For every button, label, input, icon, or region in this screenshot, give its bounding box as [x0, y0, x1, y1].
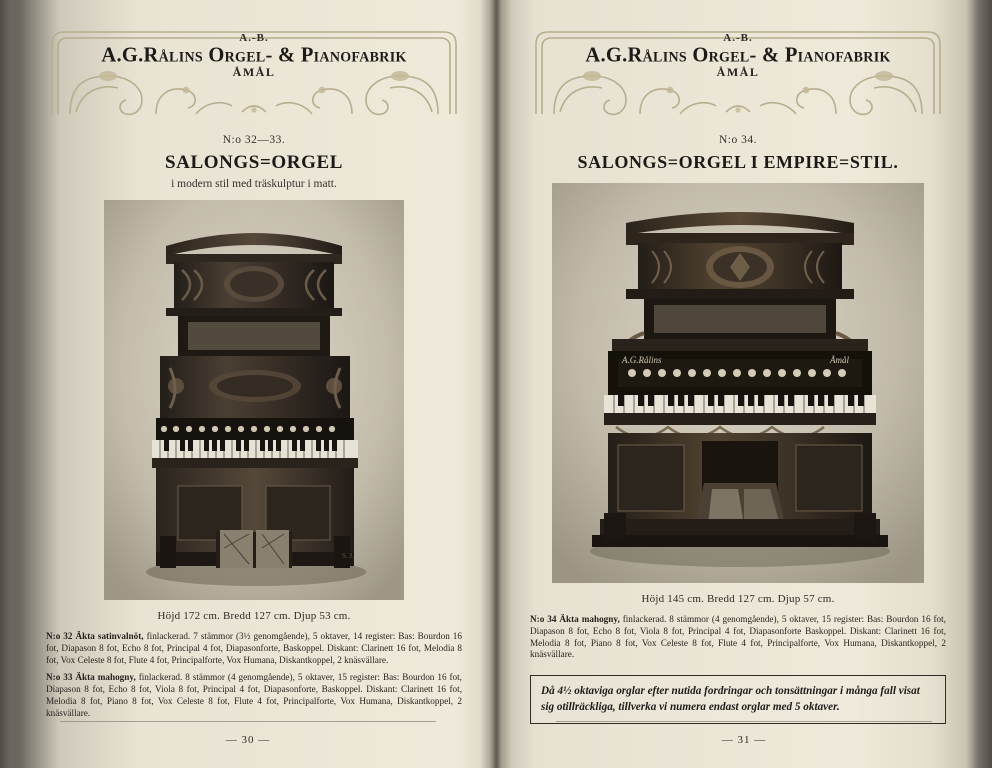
right-footer-rule	[556, 721, 932, 722]
right-masthead-text	[530, 32, 946, 80]
spec-item	[46, 631, 462, 666]
organ-illustration-empire-style	[552, 183, 924, 583]
left-dimensions: Höjd 172 cm. Bredd 127 cm. Djup 53 cm.	[157, 610, 351, 622]
svg-text:Åmål: Åmål	[830, 355, 849, 365]
spec-lead: N:o 32 Äkta satinvalnöt,	[46, 631, 144, 641]
left-model-number: N:o 32—33.	[222, 134, 286, 146]
svg-text:A.G.Rålins: A.G.Rålins	[622, 355, 662, 365]
company-name: A.G.Rålins Orgel- & Pianofabrik	[101, 43, 407, 67]
right-title-block	[530, 134, 946, 173]
spec-item	[46, 672, 462, 719]
right-page	[496, 0, 992, 768]
left-page-number: — 30 —	[225, 734, 271, 746]
left-masthead	[46, 24, 462, 120]
spec-lead: N:o 33 Äkta mahogny,	[46, 672, 136, 683]
left-spec-list	[46, 631, 462, 719]
left-page-title: SALONGS=ORGEL	[164, 152, 344, 173]
company-name: A.G.Rålins Orgel- & Pianofabrik	[585, 43, 891, 67]
spec-item	[530, 614, 946, 661]
right-masthead	[530, 24, 946, 120]
right-spec-list	[530, 614, 946, 661]
right-photo-wrap	[530, 183, 946, 583]
svg-text:S. J.: S. J.	[342, 552, 354, 560]
company-form-label: A.-B.	[723, 32, 753, 44]
left-photo-wrap	[46, 200, 462, 600]
company-city: ÅMÅL	[232, 65, 276, 79]
company-form-label: A.-B.	[239, 32, 269, 44]
spec-text: finlackerad. 8 stämmor (4 genomgående), 5 oktaver, 15 register: Bas: Bourdon 16 fot, Diapason 8 fot, Echo 8 fot, Viola 8 fot, Principal 4 fot, Diapasonforte, Baskoppel. Diskant: Clarinett 16 fot, Melodia 8 fot, Piano 8 fot, Vox Celeste 8 fot, Flute 4 fot, Principalforte, Vox Humana, Diskantkoppel, 2 knäsvällare.	[46, 672, 462, 718]
left-footer-rule	[60, 721, 436, 722]
right-dimensions: Höjd 145 cm. Bredd 127 cm. Djup 57 cm.	[641, 593, 835, 605]
left-masthead-text	[46, 32, 462, 80]
right-page-title: SALONGS=ORGEL I EMPIRE=STIL.	[577, 152, 899, 172]
right-page-number: — 31 —	[721, 734, 767, 746]
left-page-subtitle: i modern stil med träskulptur i matt.	[171, 178, 337, 190]
spec-text: finlackerad. 8 stämmor (4 genomgående), 5 oktaver, 15 register: Bas: Bourdon 16 fot, Diapason 8 fot, Echo 8 fot, Viola 8 fot, Principal 4 fot, Diapasonforte Baskoppel. Diskant: Clarinett 16 fot, Melodia 8 fot, Piano 8 fot, Vox Celeste 8 fot, Flute 4 fot, Principalforte, Vox Humana, Diskantkoppel, 2 knäsvällare.	[530, 614, 946, 660]
left-organ-photo	[104, 200, 404, 600]
left-title-block	[46, 134, 462, 190]
spec-text: finlackerad. 7 stämmor (3½ genomgående), 5 oktaver, 14 register: Bas: Bourdon 16 fot, Diapason 8 fot, Echo 8 fot, Principal 4 fot, Diapasonforte, Baskoppel. Diskant: Clarinett 16 fot, Melodia 8 fot, Vox Celeste 8 fot, Flute 4 fot, Principalforte, Vox Humana, Diskantkoppel, 2 knäsvällare.	[46, 631, 462, 665]
spec-lead: N:o 34 Äkta mahogny,	[530, 614, 620, 624]
company-city: ÅMÅL	[716, 65, 760, 79]
right-organ-photo	[552, 183, 924, 583]
organ-illustration-modern-style	[104, 200, 404, 600]
right-model-number: N:o 34.	[719, 134, 757, 146]
notice-box: Då 4½ oktaviga orglar efter nutida fordringar och tonsättningar i många fall visat sig otillräckliga, tillverka vi numera endast orglar med 5 oktaver.	[530, 675, 946, 724]
